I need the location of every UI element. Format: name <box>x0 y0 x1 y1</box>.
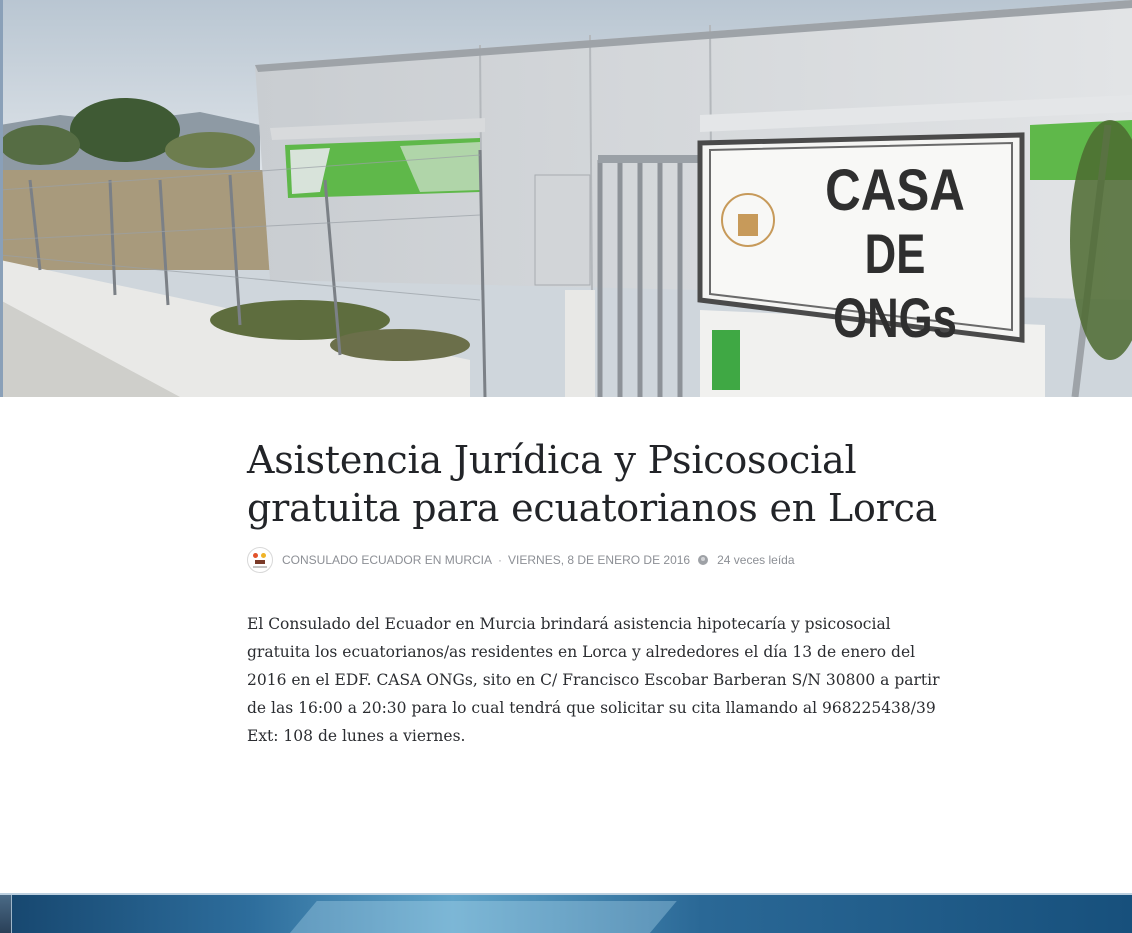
window-edge <box>0 0 3 397</box>
globe-icon <box>698 555 708 565</box>
publish-date: VIERNES, 8 DE ENERO DE 2016 <box>508 553 691 567</box>
title-line-2: gratuita para ecuatorianos en Lorca <box>247 486 938 530</box>
sign-line-1: CASA <box>825 158 965 223</box>
article-title <box>247 436 947 532</box>
hero-image <box>0 0 1132 397</box>
author-link[interactable]: CONSULADO ECUADOR EN MURCIA <box>282 553 493 567</box>
windows-taskbar <box>0 893 1132 933</box>
article <box>247 436 947 750</box>
article-meta <box>247 547 947 573</box>
taskbar-glow <box>283 901 677 933</box>
start-button[interactable] <box>0 895 12 933</box>
meta-separator: · <box>498 553 503 567</box>
view-count: 24 veces leída <box>717 553 795 567</box>
article-body: El Consulado del Ecuador en Murcia brindará asistencia hipotecaría y psicosocial gratuita los ecuatorianos/as residentes en Lorca y alrededores el día 13 de enero del 2016 en el EDF. CASA ONGs, sito en C/ Francisco Escobar Barberan S/N 30800 a partir de las 16:00 a 20:30 para lo cual tendrá que solicitar su cita llamando al 968225438/39 Ext: 108 de lunes a viernes. <box>247 615 940 745</box>
sign-line-2: DE ONGs <box>833 222 957 349</box>
title-line-1: Asistencia Jurídica y Psicosocial <box>247 438 857 482</box>
sign-text <box>790 160 1000 350</box>
consulate-logo-icon[interactable] <box>247 547 273 573</box>
